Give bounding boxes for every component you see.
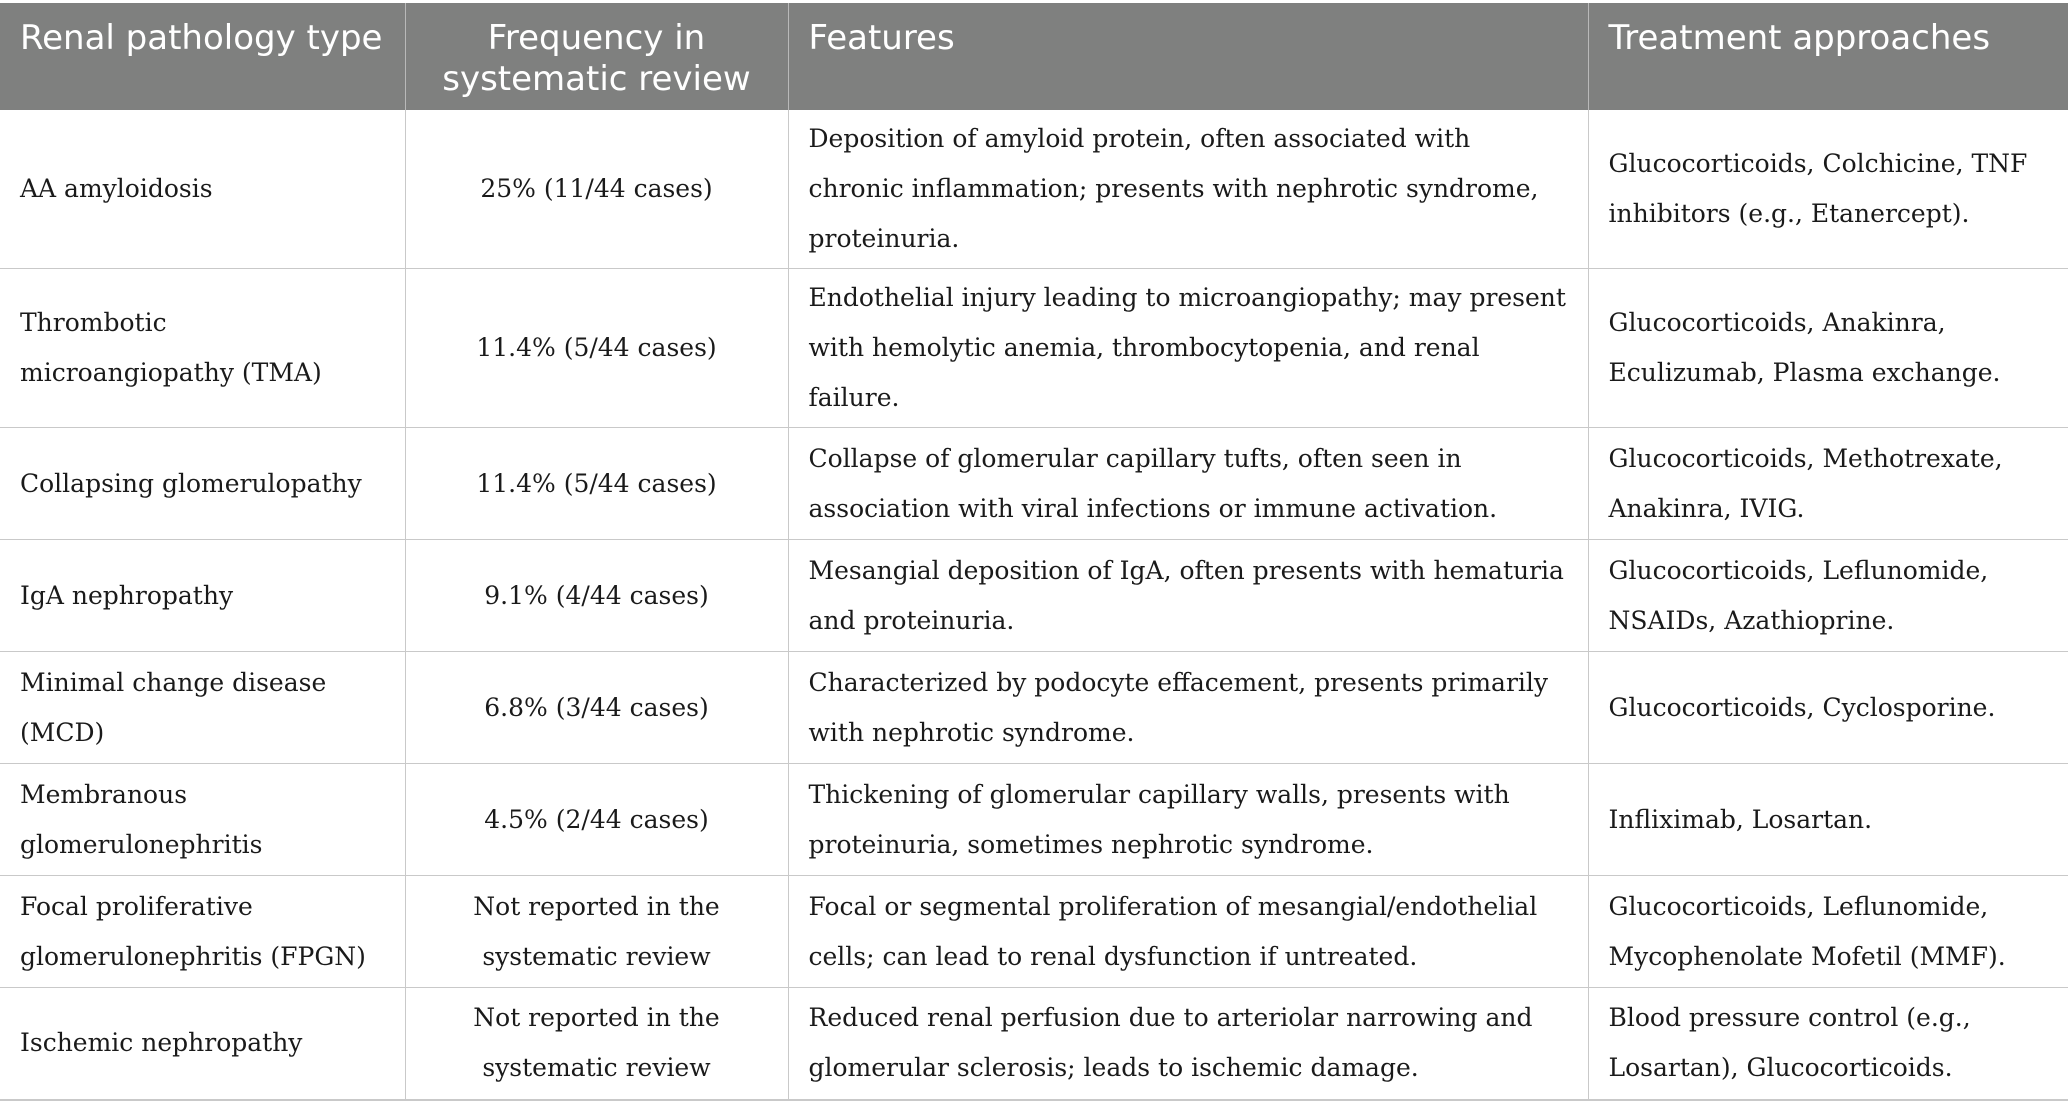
cell-treatment: Blood pressure control (e.g., Losartan), Glucocorticoids. [1588,988,2068,1100]
cell-features: Focal or segmental proliferation of mesangial/endothelial cells; can lead to renal dysfunction if untreated. [788,876,1588,988]
table-row [0,652,2068,764]
cell-frequency: 4.5% (2/44 cases) [405,764,788,876]
cell-treatment: Glucocorticoids, Leflunomide, Mycophenolate Mofetil (MMF). [1588,876,2068,988]
header-frequency: Frequency in systematic review [405,3,788,110]
table-row [0,540,2068,652]
cell-features: Endothelial injury leading to microangiopathy; may present with hemolytic anemia, thrombocytopenia, and renal failure. [788,269,1588,428]
cell-features: Characterized by podocyte effacement, presents primarily with nephrotic syndrome. [788,652,1588,764]
cell-frequency: Not reported in the systematic review [405,988,788,1100]
cell-pathology: Thrombotic microangiopathy (TMA) [0,269,405,428]
header-row [0,3,2068,110]
cell-features: Thickening of glomerular capillary walls, presents with proteinuria, sometimes nephrotic syndrome. [788,764,1588,876]
cell-pathology: Collapsing glomerulopathy [0,428,405,540]
cell-frequency: 6.8% (3/44 cases) [405,652,788,764]
cell-treatment: Glucocorticoids, Colchicine, TNF inhibitors (e.g., Etanercept). [1588,110,2068,269]
cell-frequency: 25% (11/44 cases) [405,110,788,269]
cell-pathology: Focal proliferative glomerulonephritis (FPGN) [0,876,405,988]
cell-treatment: Glucocorticoids, Methotrexate, Anakinra, IVIG. [1588,428,2068,540]
table-header [0,3,2068,110]
cell-pathology: Minimal change disease (MCD) [0,652,405,764]
renal-pathology-table-container [0,3,2068,1101]
cell-frequency: Not reported in the systematic review [405,876,788,988]
table-row [0,764,2068,876]
table-row [0,110,2068,269]
cell-frequency: 11.4% (5/44 cases) [405,269,788,428]
cell-pathology: Ischemic nephropathy [0,988,405,1100]
header-pathology-type: Renal pathology type [0,3,405,110]
header-features: Features [788,3,1588,110]
cell-frequency: 9.1% (4/44 cases) [405,540,788,652]
cell-pathology: Membranous glomerulonephritis [0,764,405,876]
cell-frequency: 11.4% (5/44 cases) [405,428,788,540]
table-row [0,876,2068,988]
cell-pathology: IgA nephropathy [0,540,405,652]
cell-treatment: Glucocorticoids, Leflunomide, NSAIDs, Azathioprine. [1588,540,2068,652]
cell-treatment: Glucocorticoids, Cyclosporine. [1588,652,2068,764]
cell-features: Reduced renal perfusion due to arteriolar narrowing and glomerular sclerosis; leads to ischemic damage. [788,988,1588,1100]
table-row [0,428,2068,540]
cell-pathology: AA amyloidosis [0,110,405,269]
cell-features: Mesangial deposition of IgA, often presents with hematuria and proteinuria. [788,540,1588,652]
table-row [0,269,2068,428]
renal-pathology-table [0,3,2068,1101]
table-body [0,110,2068,1100]
cell-features: Deposition of amyloid protein, often associated with chronic inflammation; presents with nephrotic syndrome, proteinuria. [788,110,1588,269]
cell-treatment: Glucocorticoids, Anakinra, Eculizumab, Plasma exchange. [1588,269,2068,428]
table-row [0,988,2068,1100]
cell-features: Collapse of glomerular capillary tufts, often seen in association with viral infections or immune activation. [788,428,1588,540]
cell-treatment: Infliximab, Losartan. [1588,764,2068,876]
header-treatment: Treatment approaches [1588,3,2068,110]
